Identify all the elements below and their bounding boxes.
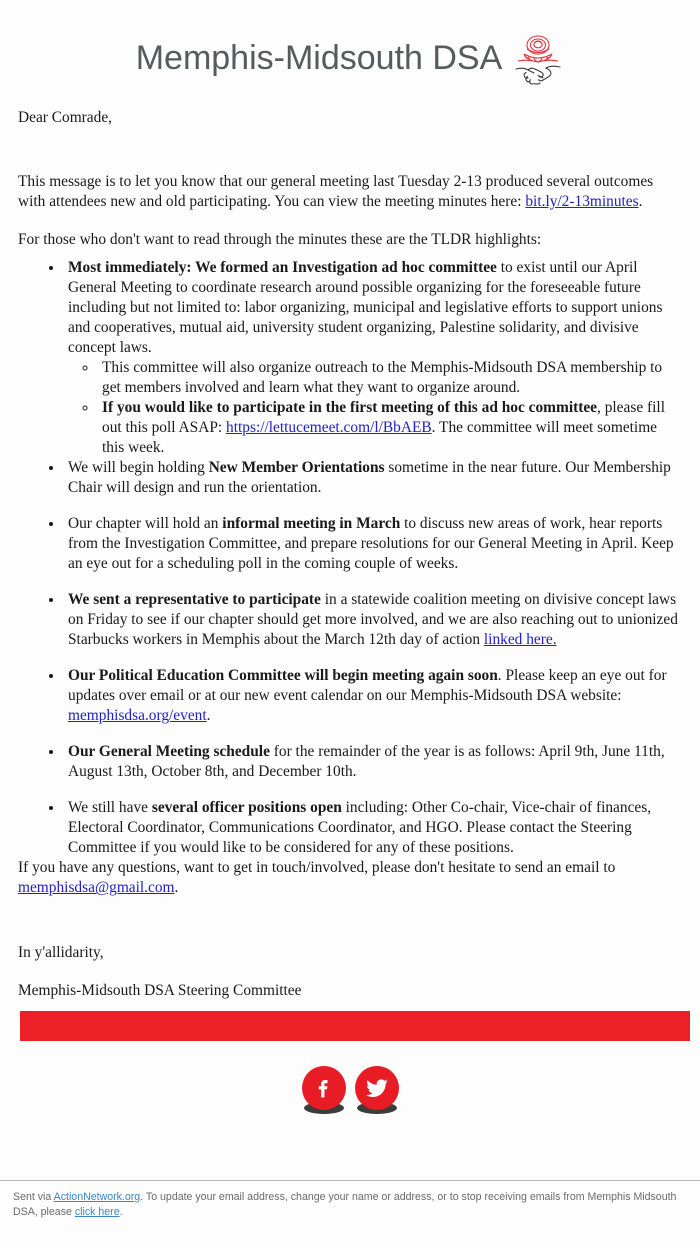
spacer — [18, 212, 682, 230]
action-network-link[interactable]: ActionNetwork.org — [53, 1191, 141, 1203]
bullet-1-rest: to exist until our April General Meeting to coordinate research around possible organizing for the foreseeable future including but not limited to: labor organizing, municipal and legislative efforts to support unions and cooperatives, mutual aid, university student organizing, Palestine solidarity, and divisive concept laws. — [68, 259, 663, 357]
signoff: In y'allidarity, — [18, 943, 104, 961]
bullet-2-b: sometime in the near future. Our Membership Chair will design and run the orientation. — [68, 459, 671, 497]
bullet-3-bold: informal meeting in March — [222, 515, 401, 533]
bullet-2-a: We will begin holding — [68, 459, 209, 477]
twitter-icon[interactable] — [355, 1066, 399, 1110]
email-body — [0, 108, 700, 1001]
bullet-2-bold: New Member Orientations — [208, 459, 385, 477]
intro-paragraph — [18, 172, 682, 212]
bullet-1-bold: Most immediately: We formed an Investigation ad hoc committee — [68, 259, 497, 277]
spacer — [18, 963, 682, 981]
footer-middle-text: . To update your email address, change your name or address, or to stop receiving emails from Memphis Midsouth DSA, please — [13, 1191, 677, 1219]
sub-bullet-2-mid: , please fill out this poll ASAP: — [102, 399, 665, 437]
list-item — [64, 514, 682, 574]
bullet-7-b: including: Other Co-chair, Vice-chair of finances, Electoral Coordinator, Communications Coordinator, and HGO. Please contact the Steering Committee if you would like to be considered for any of these positions. — [68, 799, 652, 857]
facebook-icon[interactable] — [302, 1066, 346, 1110]
list-item — [98, 398, 682, 458]
unsubscribe-link[interactable]: click here — [74, 1206, 120, 1219]
facebook-link[interactable] — [302, 1066, 346, 1118]
highlights-list — [18, 258, 682, 858]
intro-text-b: . — [638, 193, 643, 211]
bullet-5-a: . Please keep an eye out for updates over email or at our new event calendar on our Memphis-Midsouth DSA website: — [68, 667, 667, 705]
bullet-4-bold: We sent a representative to participate — [68, 591, 321, 609]
bullet-7-bold: several officer positions open — [151, 799, 342, 817]
list-item — [64, 590, 682, 650]
bullet-6-a: for the remainder of the year is as follows: April 9th, June 11th, August 13th, October 8th, and December 10th. — [68, 743, 665, 781]
bullet-3-a: Our chapter will hold an — [68, 515, 223, 533]
highlights-sublist — [68, 358, 682, 458]
page-title: Memphis-Midsouth DSA — [135, 38, 503, 77]
list-item — [64, 666, 682, 726]
salutation: Dear Comrade, — [18, 109, 113, 126]
closing-paragraph — [18, 858, 682, 898]
sub-bullet-2-bold: If you would like to participate in the first meeting of this ad hoc committee — [102, 399, 598, 417]
bullet-5-b: . — [206, 707, 211, 725]
email-header — [0, 0, 700, 108]
tldr-intro-paragraph: For those who don't want to read through the minutes these are the TLDR highlights: — [18, 231, 542, 249]
list-item — [64, 458, 682, 498]
list-item — [64, 742, 682, 782]
event-calendar-link[interactable]: memphisdsa.org/event — [68, 707, 207, 725]
footer-divider — [0, 1180, 700, 1181]
footer-disclaimer — [13, 1190, 689, 1221]
list-item: ◦ This committee will also organize outreach to the Memphis-Midsouth DSA membership to get members involved and learn what they want to organize around. — [98, 358, 682, 398]
lettucemeet-poll-link[interactable]: https://lettucemeet.com/l/BbAEB — [226, 419, 432, 437]
twitter-link[interactable] — [355, 1066, 399, 1118]
day-of-action-link[interactable]: linked here. — [483, 631, 557, 649]
list-item — [64, 798, 682, 858]
list-item — [64, 258, 682, 458]
bullet-5-bold: Our Political Education Committee will begin meeting again soon — [68, 667, 498, 685]
sub-bullet-2-end: . The committee will meet sometime this week. — [102, 419, 658, 457]
accent-red-bar — [20, 1011, 690, 1041]
dsa-rose-handshake-icon — [512, 31, 564, 87]
sent-via-prefix: Sent via — [13, 1191, 54, 1203]
contact-email-link[interactable]: memphisdsa@gmail.com — [18, 879, 175, 897]
footer-trailing: . — [119, 1206, 123, 1219]
closing-text-a: If you have any questions, want to get in touch/involved, please don't hesitate to send an email to — [18, 859, 616, 877]
intro-text-a: This message is to let you know that our general meeting last Tuesday 2-13 produced several outcomes with attendees new and old participating. You can view the meeting minutes here: — [18, 173, 654, 211]
social-links — [0, 1066, 700, 1118]
spacer — [18, 128, 682, 172]
bullet-3-b: to discuss new areas of work, hear reports from the Investigation Committee, and prepare resolutions for our General Meeting in April. Keep an eye out for a scheduling poll in the coming couple of weeks. — [68, 515, 674, 573]
bullet-4-a: in a statewide coalition meeting on divisive concept laws on Friday to see if our chapter should get more involved, and we are also reaching out to unionized Starbucks workers in Memphis about the March 12th day of action — [68, 591, 678, 649]
closing-text-b: . — [174, 879, 179, 897]
signature: Memphis-Midsouth DSA Steering Committee — [18, 981, 302, 999]
spacer — [18, 899, 682, 943]
meeting-minutes-link[interactable]: bit.ly/2-13minutes — [525, 193, 639, 211]
bullet-6-bold: Our General Meeting schedule — [68, 743, 270, 761]
bullet-7-a: We still have — [68, 799, 152, 817]
